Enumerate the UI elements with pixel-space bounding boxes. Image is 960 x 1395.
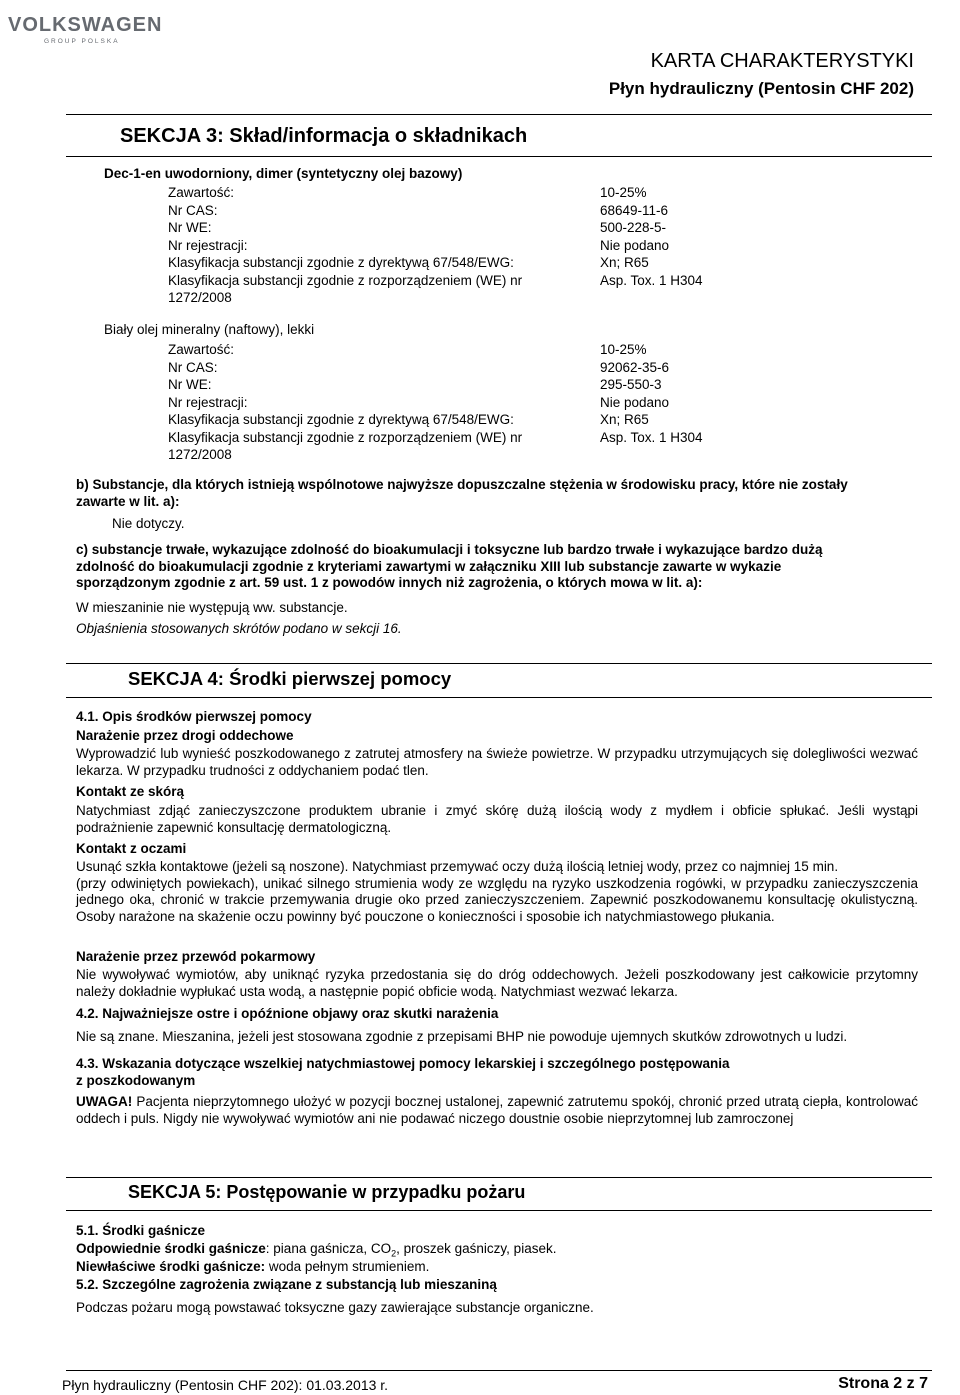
substance-1-name: Dec-1-en uwodorniony, dimer (syntetyczny olej bazowy)	[104, 166, 463, 181]
ingestion-title: Narażenie przez przewód pokarmowy	[76, 949, 316, 964]
footer-document-info: Płyn hydrauliczny (Pentosin CHF 202): 01.03.2013 r.	[62, 1377, 389, 1393]
substance-label: Nr rejestracji:	[168, 237, 248, 253]
substance-value: Asp. Tox. 1 H304	[600, 272, 703, 288]
logo-name: VOLKSWAGEN	[8, 14, 163, 36]
section3-b-text: Nie dotyczy.	[112, 516, 185, 531]
section4-2-text: Nie są znane. Mieszanina, jeżeli jest stosowana zgodnie z przepisami BHP nie powoduje ujemnych skutków zdrowotnych u ludzi.	[76, 1029, 848, 1044]
section4-3-title-line: z poszkodowanym	[76, 1073, 196, 1088]
section3-c-text: W mieszaninie nie występują ww. substancje.	[76, 600, 348, 615]
section4-top-rule	[66, 663, 932, 664]
substance-label: Klasyfikacja substancji zgodnie z rozporządzeniem (WE) nr	[168, 272, 523, 288]
document-title: KARTA CHARAKTERYSTYKI	[650, 50, 914, 72]
section3-top-rule	[66, 114, 932, 115]
substance-1-labels	[168, 184, 522, 307]
document-subtitle: Płyn hydrauliczny (Pentosin CHF 202)	[608, 79, 914, 98]
section3-heading: SEKCJA 3: Skład/informacja o składnikach	[120, 125, 528, 147]
substance-label: Klasyfikacja substancji zgodnie z rozporządzeniem (WE) nr	[168, 429, 523, 445]
substance-label: Nr CAS:	[168, 359, 218, 375]
section4-3-title	[76, 1055, 730, 1089]
substance-label: Klasyfikacja substancji zgodnie z dyrektywą 67/548/EWG:	[168, 255, 514, 270]
substance-value: 10-25%	[600, 185, 647, 200]
substance-2-values	[600, 341, 703, 446]
ingestion-text: Nie wywoływać wymiotów, aby uniknąć ryzyka przedostania się do dróg oddechowych. Jeżeli poszkodowany jest całkowicie przytomny należy dokładnie wypłukać usta wodą, a następnie popić obficie wodą. Natychmiast wezwać lekarza.	[76, 967, 918, 999]
eyes-title: Kontakt z oczami	[76, 841, 187, 856]
substance-value: Nie podano	[600, 394, 670, 410]
eyes-text-paragraph-2: (przy odwiniętych powiekach), unikać silnego strumienia wody ze względu na ryzyko uszkodzenia rogówki, w przypadku zanieczyszczenia jednego oka, chronić w trakcie przemywania drugie oko przed zanieczyszczeniem. Zapewnić poszkodowanemu konsultację okulistyczną. Osoby narażone na skażenie oczu powinny być pouczone o konieczności i sposobie ich natychmiastowego płukania.	[76, 875, 918, 924]
suitable-media-text: : piana gaśnicza, CO	[265, 1241, 392, 1256]
section5-top-rule	[66, 1177, 932, 1178]
substance-value: Xn; R65	[600, 255, 649, 270]
section5-2-text: Podczas pożaru mogą powstawać toksyczne gazy zawierające substancje organiczne.	[76, 1300, 594, 1315]
unsuitable-media-line	[76, 1259, 429, 1274]
inhalation-text: Wyprowadzić lub wynieść poszkodowanego z zatrutej atmosfery na świeże powietrze. W przypadku utrzymujących się dolegliwości wezwać lekarza. W przypadku trudności z oddychaniem podać tlen.	[76, 746, 918, 778]
inhalation-title: Narażenie przez drogi oddechowe	[76, 728, 294, 743]
substance-2-name: Biały olej mineralny (naftowy), lekki	[104, 322, 315, 337]
warning-text: Pacjenta nieprzytomnego ułożyć w pozycji bocznej ustalonej, zapewnić zatrutemu spokój, chronić przed utratą ciepła, kontrolować oddech i puls. Nigdy nie wywoływać wymiotów ani nie podawać niczego doustnie osobie nieprzytomnej lub zamroczonej	[76, 1094, 918, 1126]
eyes-text-paragraph-1: Usunąć szkła kontaktowe (jeżeli są noszone). Natychmiast przemywać oczy dużą ilością letniej wody, przez co najmniej 15 min.	[76, 859, 839, 874]
substance-value: 500-228-5-	[600, 220, 667, 235]
footer-page-number: Strona 2 z 7	[838, 1375, 928, 1392]
substance-value: 295-550-3	[600, 377, 662, 392]
substance-value: 92062-35-6	[600, 359, 670, 375]
unsuitable-media-label: Niewłaściwe środki gaśnicze:	[76, 1259, 266, 1274]
section3-c-heading-line: sporządzonym zgodnie z art. 59 ust. 1 z powodów innych niż zagrożenia, o których mowa w lit. a):	[76, 575, 703, 590]
section4-2-title: 4.2. Najważniejsze ostre i opóźnione objawy oraz skutki narażenia	[76, 1006, 499, 1021]
section4-3-title-line: 4.3. Wskazania dotyczące wszelkiej natychmiastowej pomocy lekarskiej i szczególnego postępowania	[76, 1056, 730, 1071]
eyes-text	[76, 859, 918, 925]
section5-1-title: 5.1. Środki gaśnicze	[76, 1223, 206, 1238]
section4-3-text	[76, 1094, 918, 1127]
section5-bottom-rule	[66, 1210, 932, 1211]
substance-label: 1272/2008	[168, 290, 232, 305]
substance-value: Asp. Tox. 1 H304	[600, 429, 703, 445]
volkswagen-logo	[8, 14, 162, 45]
substance-2-labels	[168, 341, 522, 464]
section4-1-title: 4.1. Opis środków pierwszej pomocy	[76, 709, 312, 724]
substance-label: 1272/2008	[168, 447, 232, 462]
skin-text: Natychmiast zdjąć zanieczyszczone produktem ubranie i zmyć skórę dużą ilością wody z mydłem i obficie spłukać. Jeśli wystąpi podrażnienie zapewnić konsultację dermatologiczną.	[76, 803, 918, 835]
substance-value: 10-25%	[600, 342, 647, 357]
subscript: 2	[391, 1248, 397, 1259]
section3-c-heading-line: c) substancje trwałe, wykazujące zdolność do bioakumulacji i toksyczne lub bardzo trwałe i wykazujące bardzo dużą	[76, 542, 823, 557]
substance-1-values	[600, 184, 703, 289]
section3-abbreviation-note: Objaśnienia stosowanych skrótów podano w sekcji 16.	[76, 621, 402, 636]
section3-b-heading-line-1: b) Substancje, dla których istnieją wspólnotowe najwyższe dopuszczalne stężenia w środowisku pracy, które nie zostały	[76, 477, 848, 492]
substance-value: 68649-11-6	[600, 202, 669, 218]
substance-label: Zawartość:	[168, 185, 235, 200]
suitable-media-line	[76, 1241, 556, 1259]
warning-label: UWAGA!	[76, 1094, 133, 1109]
section3-bottom-rule	[66, 156, 932, 157]
section3-b-heading-line-2: zawarte w lit. a):	[76, 494, 180, 509]
suitable-media-text-end: , proszek gaśniczy, piasek.	[396, 1241, 557, 1256]
substance-label: Zawartość:	[168, 342, 235, 357]
footer-rule	[66, 1370, 932, 1371]
skin-title: Kontakt ze skórą	[76, 784, 185, 799]
substance-value: Nie podano	[600, 237, 670, 253]
substance-label: Nr WE:	[168, 220, 212, 235]
substance-label: Nr rejestracji:	[168, 394, 248, 410]
unsuitable-media-text: woda pełnym strumieniem.	[265, 1259, 430, 1274]
substance-label: Klasyfikacja substancji zgodnie z dyrektywą 67/548/EWG:	[168, 412, 514, 427]
section5-heading: SEKCJA 5: Postępowanie w przypadku pożaru	[128, 1182, 526, 1202]
section3-c-heading-line: zdolność do bioakumulacji zgodnie z kryteriami zawartymi w załączniku XIII lub substancje zawarte w wykazie	[76, 558, 782, 574]
section4-heading: SEKCJA 4: Środki pierwszej pomocy	[128, 668, 452, 689]
suitable-media-label: Odpowiednie środki gaśnicze	[76, 1241, 266, 1256]
substance-label: Nr WE:	[168, 377, 212, 392]
section5-2-title: 5.2. Szczególne zagrożenia związane z substancją lub mieszaniną	[76, 1277, 497, 1292]
logo-subtitle: GROUP POLSKA	[44, 38, 120, 45]
substance-value: Xn; R65	[600, 412, 649, 427]
section3-c-heading	[76, 542, 822, 592]
substance-label: Nr CAS:	[168, 202, 218, 218]
section4-bottom-rule	[66, 697, 932, 698]
